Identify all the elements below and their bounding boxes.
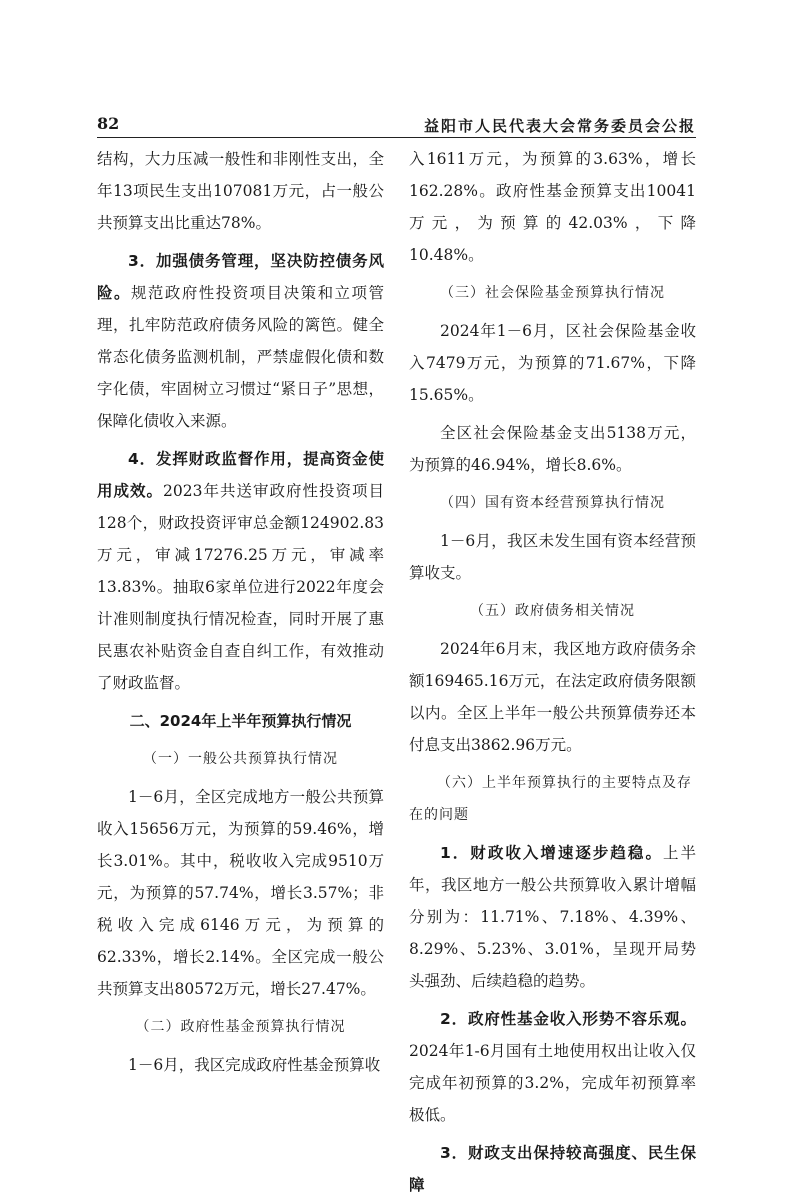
paragraph-text: 上半年，我区地方一般公共预算收入累计增幅分别为：11.71%、7.18%、4.39%、8.29%、5.23%、3.01%，呈现开局势头强劲、后续趋稳的趋势。: [409, 844, 696, 990]
paragraph-text: 规范政府性投资项目决策和立项管理，扎牢防范政府债务风险的篱笆。健全常态化债务监测机制，严禁虚假化债和数字化债，牢固树立习惯过“紧日子”思想，保障化债收入来源。: [97, 284, 384, 430]
journal-title: 益阳市人民代表大会常务委员会公报: [423, 117, 696, 135]
section-lead: 1．财政收入增速逐步趋稳。: [440, 844, 663, 862]
paragraph-text: 2024年1-6月国有土地使用权出让收入仅完成年初预算的3.2%，完成年初预算率极低。: [409, 1042, 696, 1124]
section-heading: 二、2024年上半年预算执行情况: [129, 712, 352, 730]
paragraph: 2024年1－6月，区社会保险基金收入7479万元，为预算的71.67%，下降15.65%。: [409, 322, 696, 404]
left-column: [97, 143, 384, 1081]
paragraph: [409, 837, 696, 997]
paragraph: [97, 245, 384, 437]
subsection-heading: （四）国有资本经营预算执行情况: [440, 495, 665, 511]
page-number: 82: [97, 114, 120, 133]
paragraph: 入1611万元，为预算的3.63%，增长162.28%。政府性基金预算支出10041万元，为预算的42.03%，下降10.48%。: [409, 150, 696, 264]
section-lead: 2．政府性基金收入形势不容乐观。: [440, 1010, 696, 1028]
paragraph: [409, 1137, 696, 1201]
paragraph: [409, 1003, 696, 1131]
subsection-heading: （一）一般公共预算执行情况: [143, 751, 338, 767]
section-lead: 3．加强债务管理，坚决防控债务风险。: [97, 252, 384, 302]
header-rule: [97, 137, 696, 138]
right-column: [409, 143, 696, 1201]
paragraph: 结构，大力压减一般性和非刚性支出，全年13项民生支出107081万元，占一般公共预算支出比重达78%。: [97, 150, 384, 232]
paragraph-text: 2023年共送审政府性投资项目128个，财政投资评审总金额124902.83万元，审减17276.25万元，审减率13.83%。抽取6家单位进行2022年度会计准则制度执行情况检查，同时开展了惠民惠农补贴资金自查自纠工作，有效推动了财政监督。: [97, 482, 384, 692]
paragraph: [97, 443, 384, 699]
subsection-heading: （五）政府债务相关情况: [470, 603, 635, 619]
paragraph: 2024年6月末，我区地方政府债务余额169465.16万元，在法定政府债务限额以内。全区上半年一般公共预算债券还本付息支出3862.96万元。: [409, 640, 696, 754]
page-header: [97, 114, 696, 136]
subsection-heading: （六）上半年预算执行的主要特点及存在的问题: [409, 775, 692, 823]
paragraph: 1－6月，我区完成政府性基金预算收: [128, 1056, 381, 1074]
subsection-heading: （三）社会保险基金预算执行情况: [440, 285, 665, 301]
subsection-heading: （二）政府性基金预算执行情况: [135, 1019, 346, 1035]
paragraph: 1－6月，我区未发生国有资本经营预算收支。: [409, 532, 696, 582]
paragraph: 全区社会保险基金支出5138万元，为预算的46.94%，增长8.6%。: [409, 424, 696, 474]
paragraph: 1－6月，全区完成地方一般公共预算收入15656万元，为预算的59.46%，增长3.01%。其中，税收收入完成9510万元，为预算的57.74%，增长3.57%；非税收入完成6146万元，为预算的62.33%，增长2.14%。全区完成一般公共预算支出80572万元，增长27.47%。: [97, 788, 384, 998]
section-lead: 4．发挥财政监督作用，提高资金使用成效。: [97, 450, 384, 500]
section-lead: 3．财政支出保持较高强度、民生保障: [409, 1144, 696, 1194]
